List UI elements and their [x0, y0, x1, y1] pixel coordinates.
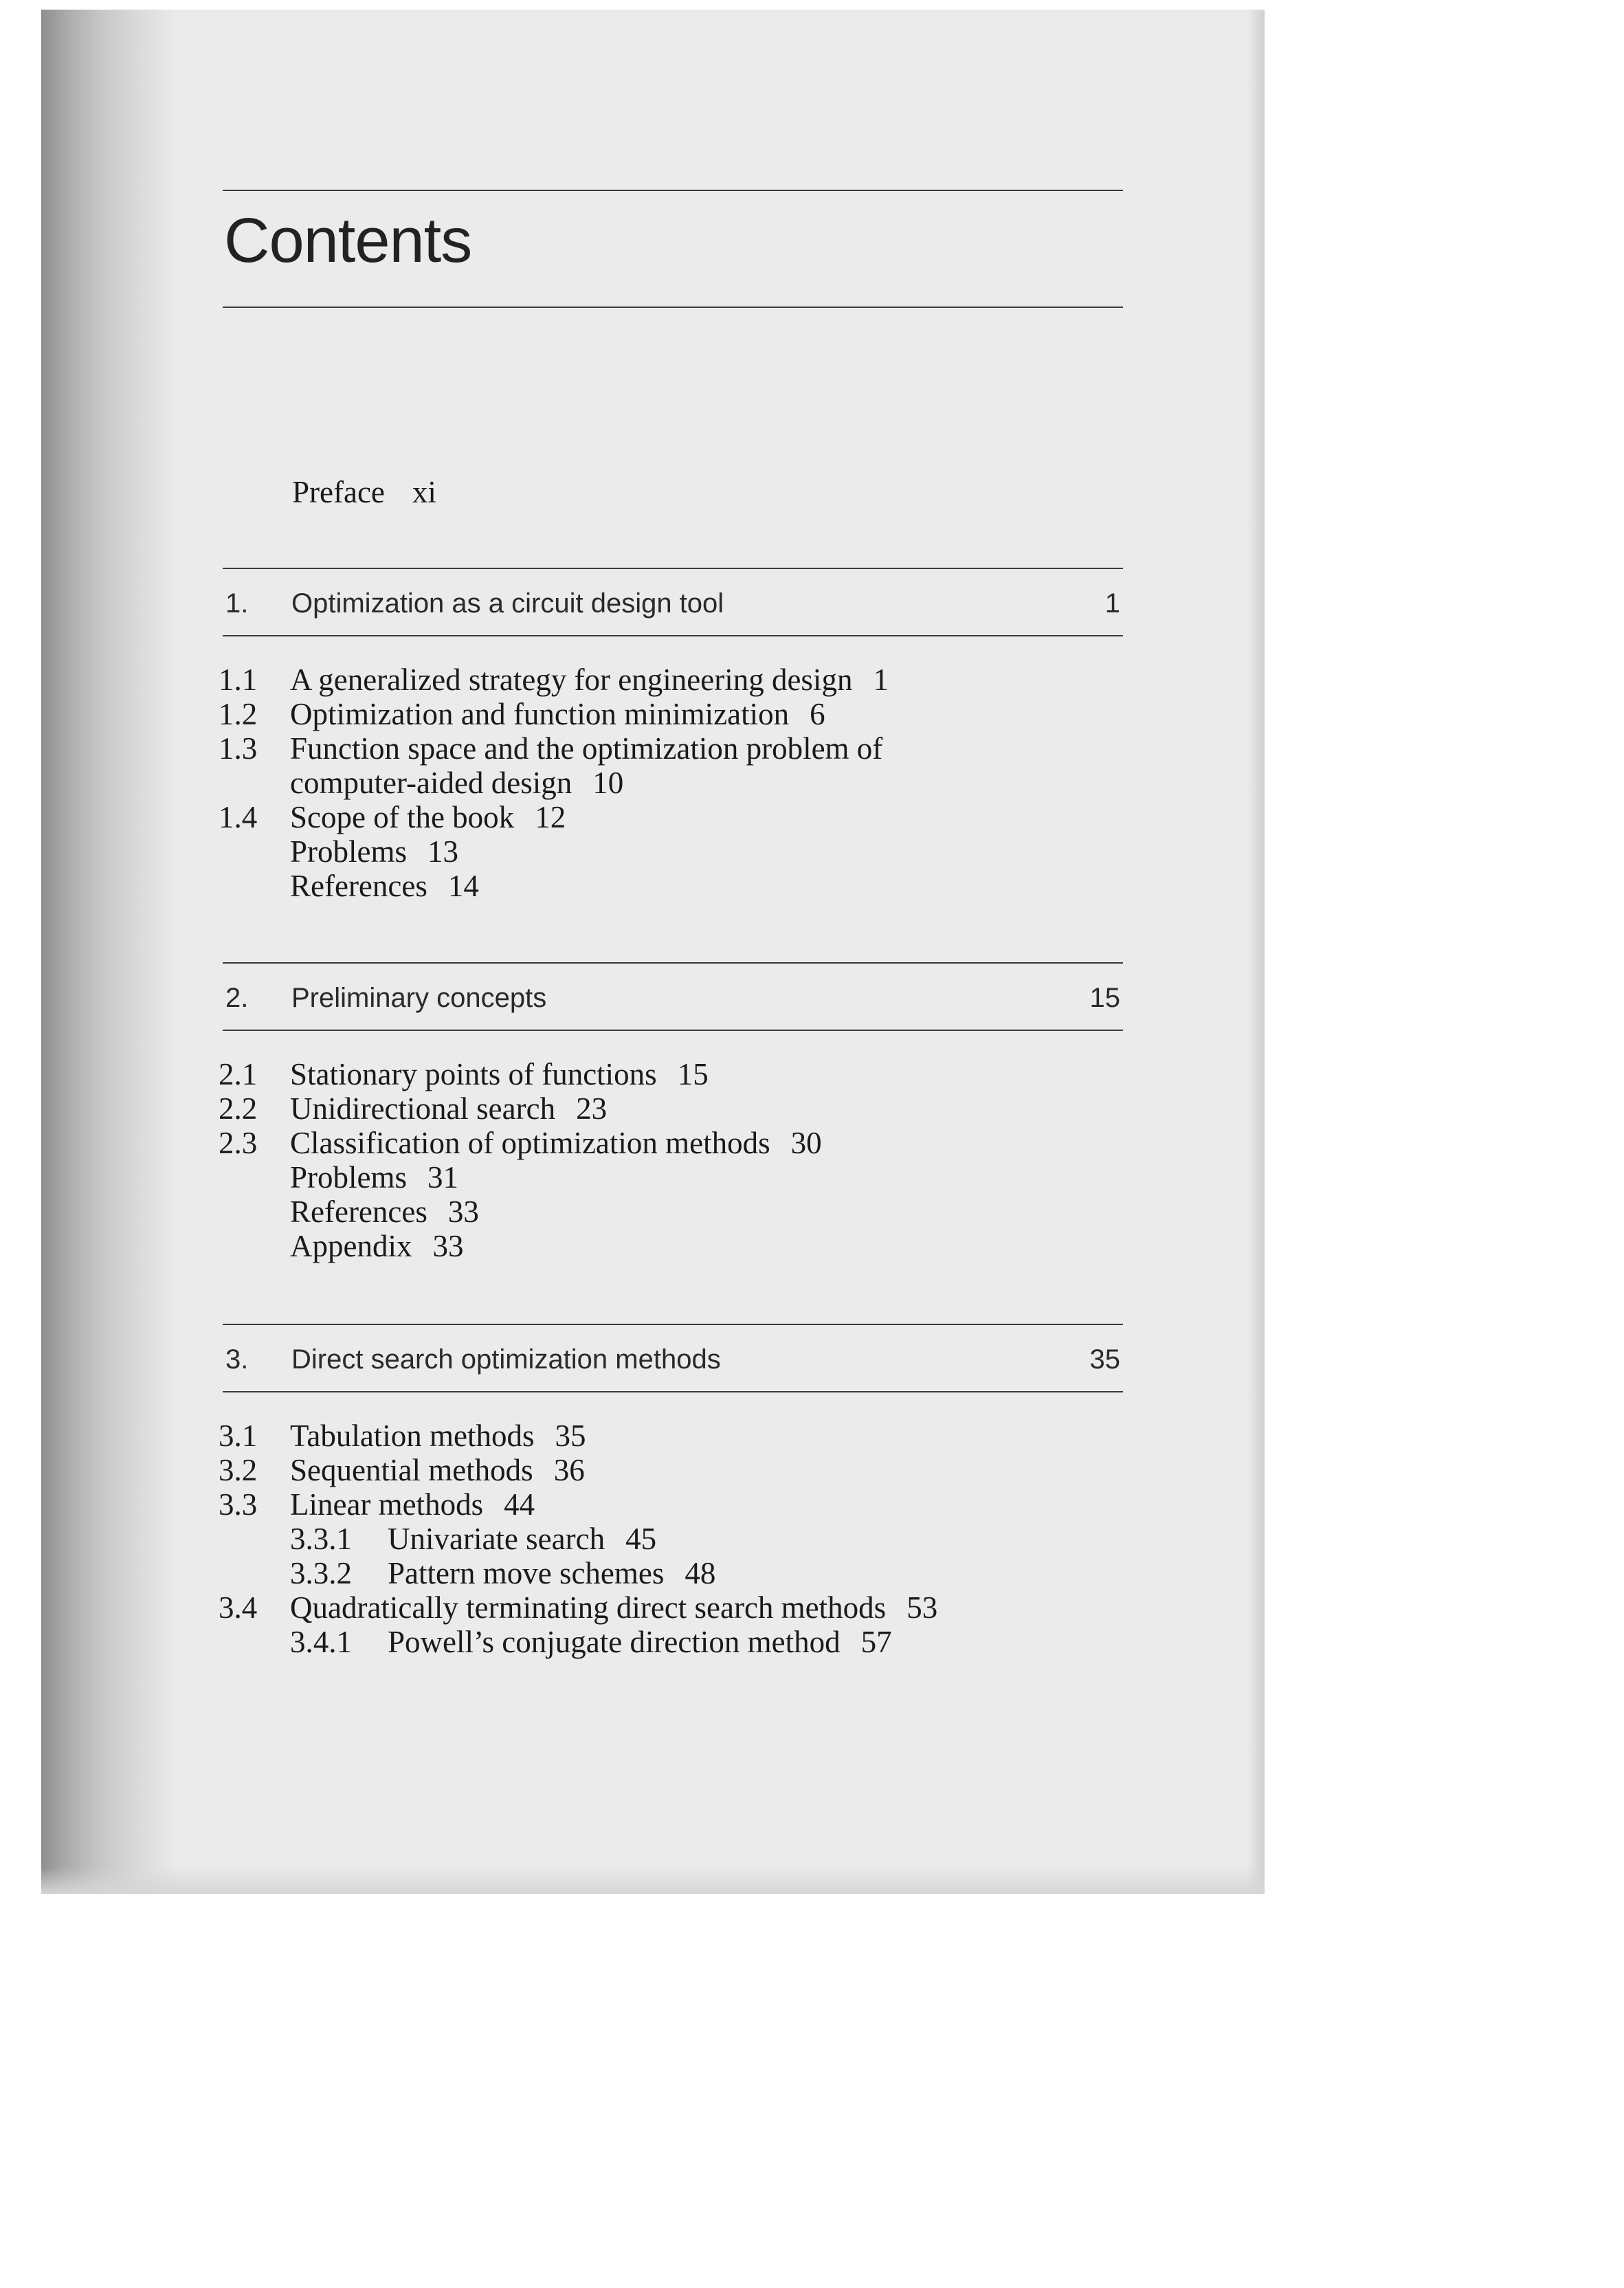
book-page [41, 10, 1265, 1894]
section-number: 2.3 [219, 1126, 258, 1160]
section-title: Classification of optimization methods [290, 1126, 770, 1160]
section-number: 3.3 [219, 1487, 258, 1522]
page-spine-shadow [41, 10, 179, 1894]
chapter-page: 15 [1089, 983, 1120, 1013]
section-title: Stationary points of functions [290, 1057, 657, 1091]
section-page: 30 [790, 1126, 822, 1160]
subsection-title: Univariate search [388, 1522, 605, 1556]
page-bottom-shadow [41, 1867, 1265, 1894]
section-page: 12 [535, 800, 566, 834]
section-title: Scope of the book [290, 800, 515, 834]
section-page: 31 [427, 1160, 459, 1195]
section-page: 44 [504, 1487, 535, 1522]
section-page: 53 [906, 1590, 938, 1625]
preface-page: xi [412, 475, 436, 509]
chapter-1-rule-bottom [223, 635, 1123, 636]
section-title: Tabulation methods [290, 1419, 535, 1453]
chapter-number: 1. [225, 588, 249, 619]
section-title: Sequential methods [290, 1453, 533, 1487]
chapter-title: Optimization as a circuit design tool [291, 588, 724, 619]
chapter-1-rule-top [223, 568, 1123, 569]
section-page: 35 [555, 1419, 586, 1453]
section-page: 23 [576, 1091, 608, 1126]
title-rule-bottom [223, 307, 1123, 308]
chapter-3-rule-top [223, 1324, 1123, 1325]
chapter-title: Direct search optimization methods [291, 1344, 721, 1375]
section-page: 36 [553, 1453, 585, 1487]
subsection-title: Powell’s conjugate direction method [388, 1625, 841, 1659]
page-title: Contents [224, 206, 472, 276]
section-number: 2.1 [219, 1057, 258, 1091]
preface-label: Preface [292, 475, 385, 509]
section-title: Quadratically terminating direct search methods [290, 1590, 887, 1625]
chapter-2-rule-top [223, 962, 1123, 964]
section-page: 13 [427, 834, 459, 869]
section-page: 6 [810, 697, 825, 731]
subsection-number: 3.3.2 [290, 1556, 352, 1590]
chapter-number: 3. [225, 1344, 249, 1375]
chapter-2-heading [223, 980, 1123, 1016]
preface-entry [292, 477, 436, 508]
section-number: 1.1 [219, 663, 258, 697]
section-title: Unidirectional search [290, 1091, 556, 1126]
section-page: 10 [592, 766, 624, 800]
section-page: 33 [432, 1229, 464, 1263]
chapter-title: Preliminary concepts [291, 983, 547, 1013]
section-title: A generalized strategy for engineering design [290, 663, 853, 697]
section-page: 14 [447, 869, 479, 903]
section-title: Linear methods [290, 1487, 484, 1522]
section-number: 3.1 [219, 1419, 258, 1453]
chapter-number: 2. [225, 983, 249, 1013]
section-title: Problems [290, 834, 408, 869]
section-number: 1.4 [219, 800, 258, 834]
chapter-1-heading [223, 586, 1123, 621]
subsection-page: 45 [625, 1522, 657, 1556]
chapter-2-rule-bottom [223, 1030, 1123, 1031]
subsection-page: 57 [860, 1625, 892, 1659]
subsection-number: 3.4.1 [290, 1625, 352, 1659]
section-page: 33 [447, 1195, 479, 1229]
section-number: 1.2 [219, 697, 258, 731]
section-title: References [290, 1195, 427, 1229]
section-number: 1.3 [219, 731, 258, 766]
section-title: Function space and the optimization problem of [290, 731, 883, 766]
section-page: 15 [677, 1057, 709, 1091]
section-title: Optimization and function minimization [290, 697, 790, 731]
subsection-title: Pattern move schemes [388, 1556, 665, 1590]
title-rule-top [223, 190, 1123, 191]
section-title: References [290, 869, 427, 903]
section-title: Problems [290, 1160, 408, 1195]
section-title: Appendix [290, 1229, 412, 1263]
section-number: 3.4 [219, 1590, 258, 1625]
subsection-page: 48 [685, 1556, 716, 1590]
section-page: 1 [873, 663, 889, 697]
section-number: 2.2 [219, 1091, 258, 1126]
chapter-3-rule-bottom [223, 1391, 1123, 1392]
chapter-3-heading [223, 1342, 1123, 1377]
page-edge-shadow [1247, 10, 1265, 1894]
chapter-page: 1 [1104, 588, 1120, 619]
section-title-continued: computer-aided design [290, 766, 572, 800]
chapter-page: 35 [1089, 1344, 1120, 1375]
section-number: 3.2 [219, 1453, 258, 1487]
subsection-number: 3.3.1 [290, 1522, 352, 1556]
